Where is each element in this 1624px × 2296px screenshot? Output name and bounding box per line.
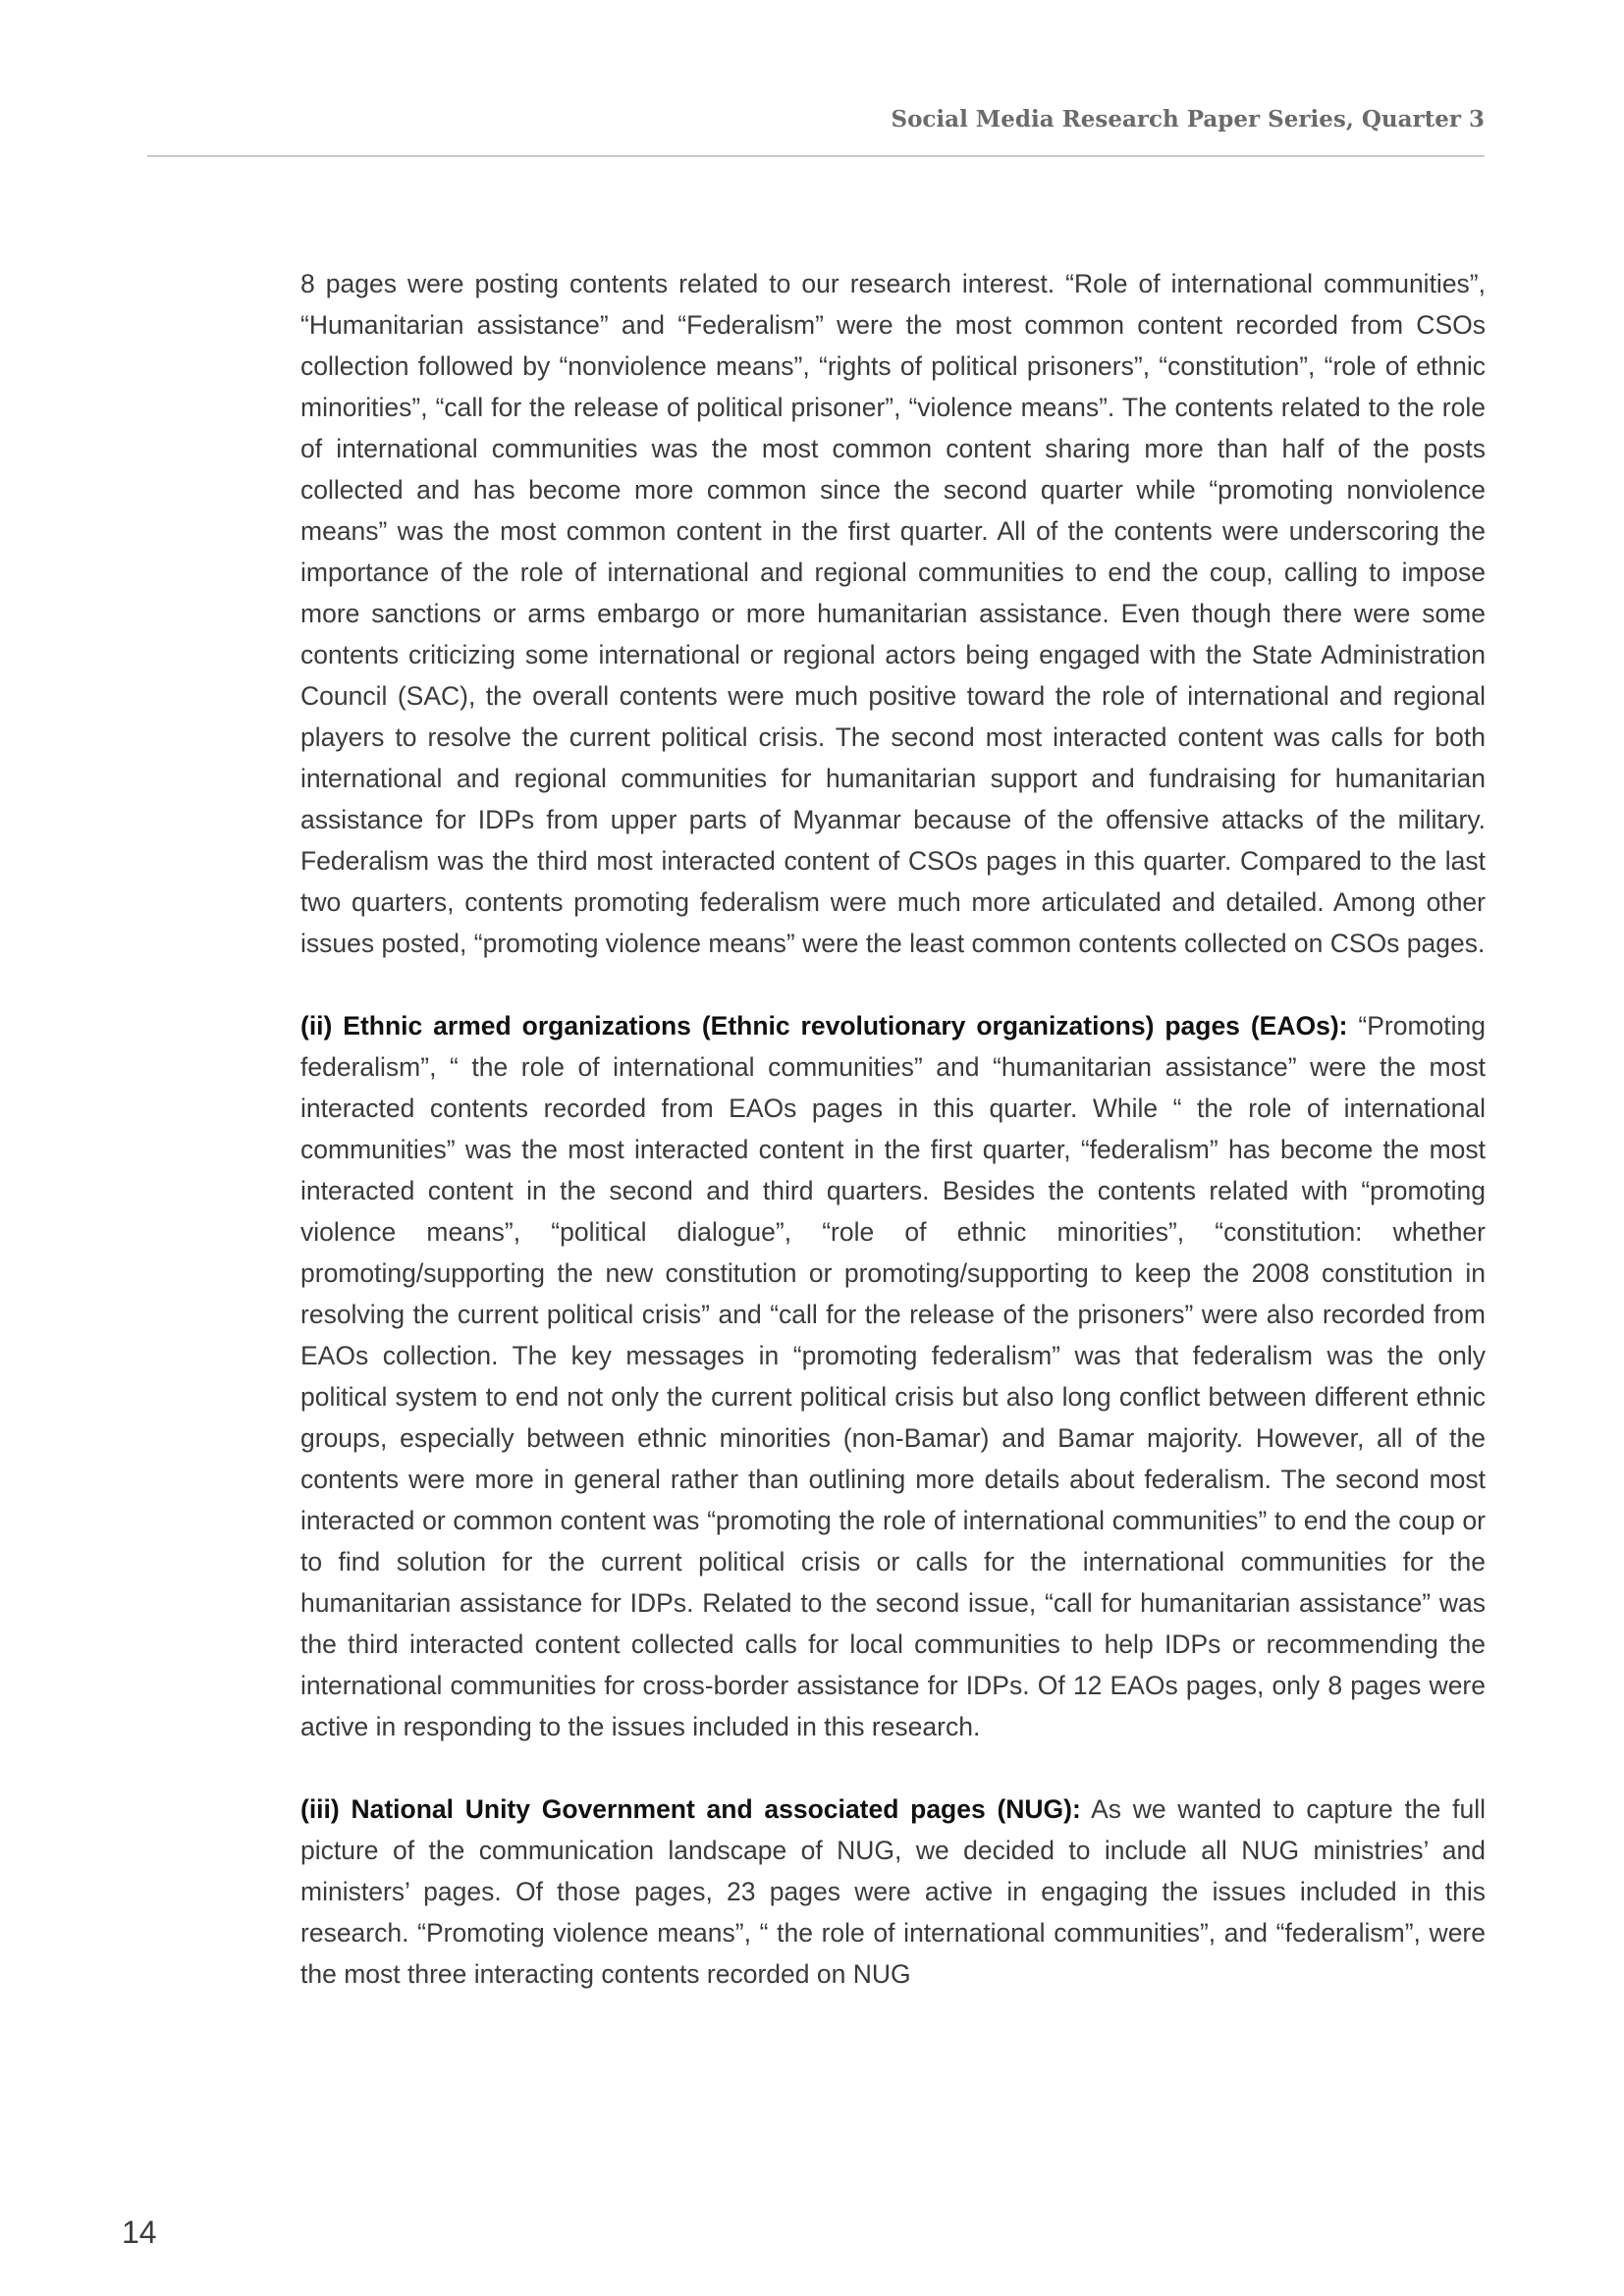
header-divider xyxy=(147,155,1485,157)
page-number: 14 xyxy=(122,2215,157,2250)
paragraph-nug xyxy=(300,1789,1486,1995)
paragraph-text: “Promoting federalism”, “ the role of international communities” and “humanitarian assistance” were the most interacted contents recorded from EAOs pages in this quarter. While “ the role of international communities” was the most interacted content in the first quarter, “federalism” has become the most interacted content in the second and third quarters. Besides the contents related with “promoting violence means”, “political dialogue”, “role of ethnic minorities”, “constitution: whether promoting/supporting the new constitution or promoting/supporting to keep the 2008 constitution in resolving the current political crisis” and “call for the release of the prisoners” were also recorded from EAOs collection. The key messages in “promoting federalism” was that federalism was the only political system to end not only the current political crisis but also long conflict between different ethnic groups, especially between ethnic minorities (non-Bamar) and Bamar majority. However, all of the contents were more in general rather than outlining more details about federalism. The second most interacted or common content was “promoting the role of international communities” to end the coup or to find solution for the current political crisis or calls for the international communities for the humanitarian assistance for IDPs. Related to the second issue, “call for humanitarian assistance” was the third interacted content collected calls for local communities to help IDPs or recommending the international communities for cross-border assistance for IDPs. Of 12 EAOs pages, only 8 pages were active in responding to the issues included in this research. xyxy=(300,1011,1487,1741)
body-text xyxy=(300,263,1486,1995)
paragraph-lead-heading: (iii) National Unity Government and associated pages (NUG): xyxy=(300,1794,1081,1824)
paragraph-eao xyxy=(300,1005,1486,1747)
running-header: Social Media Research Paper Series, Quarter 3 xyxy=(891,106,1485,133)
paragraph-text: 8 pages were posting contents related to our research interest. “Role of international communities”, “Humanitarian assistance” and “Federalism” were the most common content recorded from CSOs collection followed by “nonviolence means”, “rights of political prisoners”, “constitution”, “role of ethnic minorities”, “call for the release of political prisoner”, “violence means”. The contents related to the role of international communities was the most common content sharing more than half of the posts collected and has become more common since the second quarter while “promoting nonviolence means” was the most common content in the first quarter. All of the contents were underscoring the importance of the role of international and regional communities to end the coup, calling to impose more sanctions or arms embargo or more humanitarian assistance. Even though there were some contents criticizing some international or regional actors being engaged with the State Administration Council (SAC), the overall contents were much positive toward the role of international and regional players to resolve the current political crisis. The second most interacted content was calls for both international and regional communities for humanitarian support and fundraising for humanitarian assistance for IDPs from upper parts of Myanmar because of the offensive attacks of the military. Federalism was the third most interacted content of CSOs pages in this quarter. Compared to the last two quarters, contents promoting federalism were much more articulated and detailed. Among other issues posted, “promoting violence means” were the least common contents collected on CSOs pages. xyxy=(300,269,1486,958)
paragraph-cso xyxy=(300,263,1486,964)
paragraph-text: As we wanted to capture the full picture of the communication landscape of NUG, we decided to include all NUG ministries’ and ministers’ pages. Of those pages, 23 pages were active in engaging the issues included in this research. “Promoting violence means”, “ the role of international communities”, and “federalism”, were the most three interacting contents recorded on NUG xyxy=(300,1794,1486,1989)
paragraph-lead-heading: (ii) Ethnic armed organizations (Ethnic revolutionary organizations) pages (EAOs): xyxy=(300,1011,1348,1041)
